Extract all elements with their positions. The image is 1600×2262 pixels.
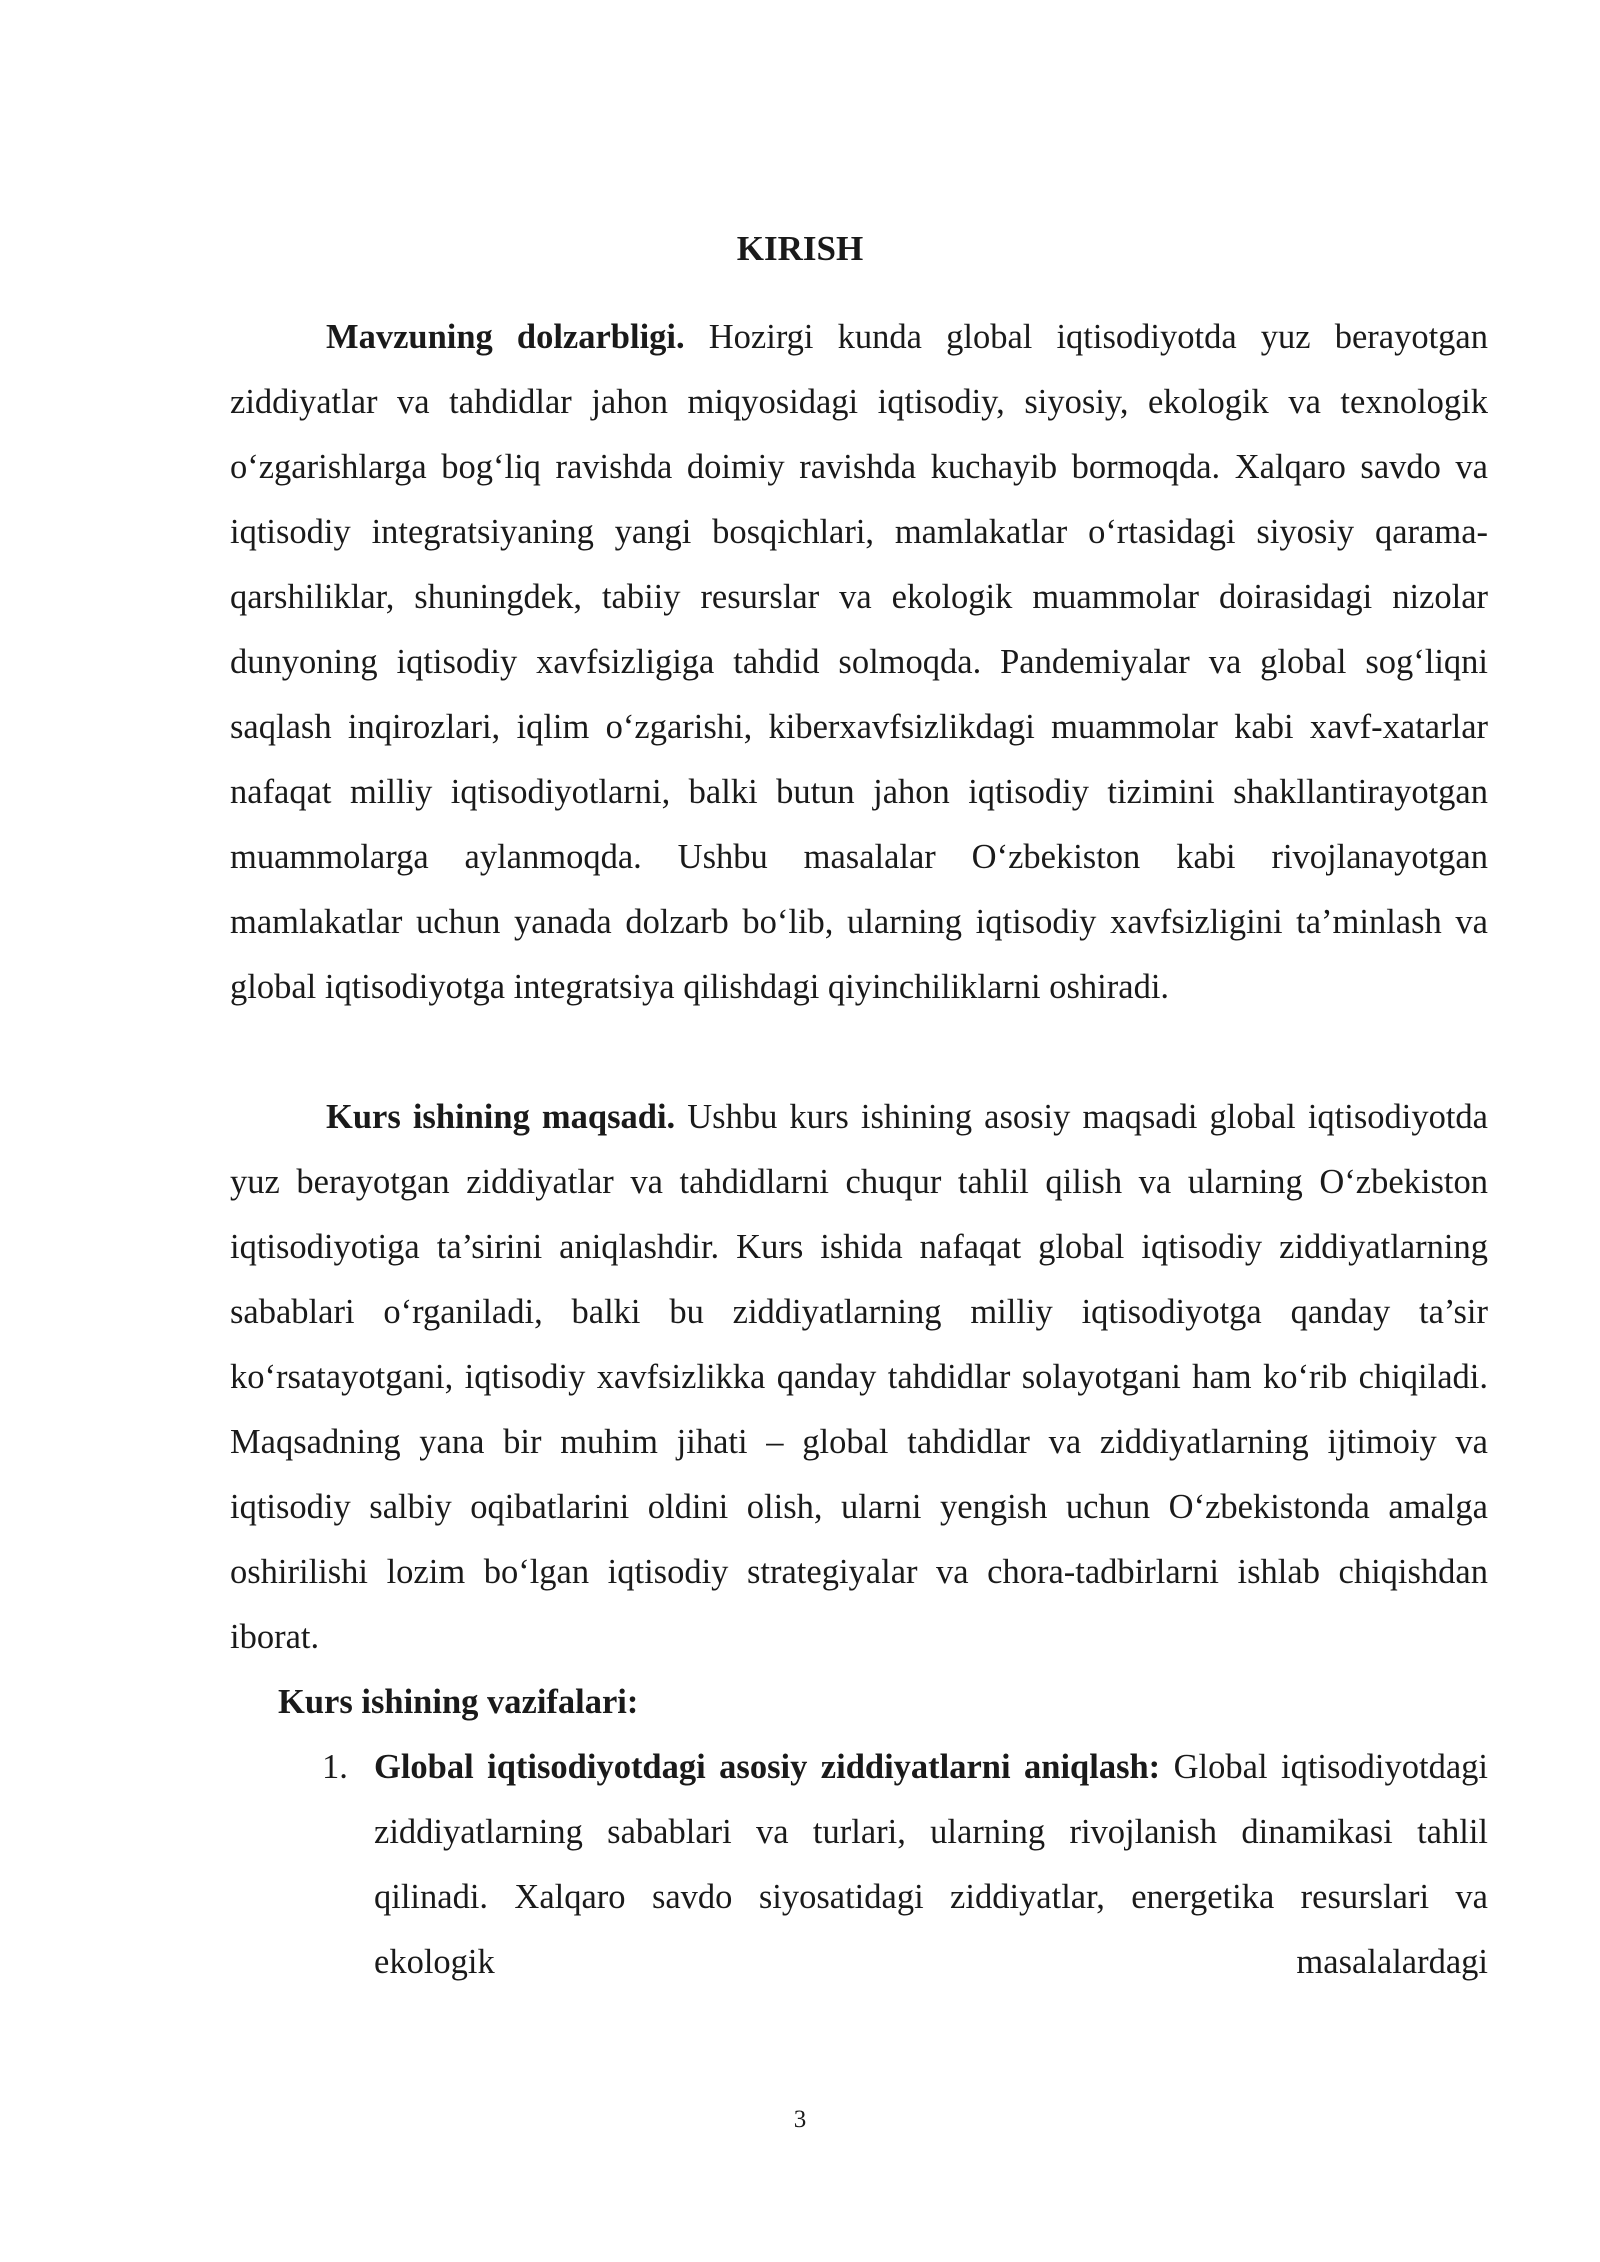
task-number: 1.: [322, 1748, 348, 1786]
task-text: Global iqtisodiyotdagi ziddiyatlarning sabablari va turlari, ularning rivojlanish dinamikasi tahlil qilinadi. Xalqaro savdo siyosatidagi ziddiyatlar, energetika resurslari va ekologik masalalardagi: [374, 1748, 1488, 1981]
task-title: Global iqtisodiyotdagi asosiy ziddiyatlarni aniqlash:: [374, 1748, 1161, 1786]
task-item: [322, 1735, 1488, 1995]
goal-lead: Kurs ishining maqsadi.: [326, 1098, 676, 1136]
tasks-list: [322, 1735, 1488, 1995]
tasks-heading: Kurs ishining vazifalari:: [278, 1683, 639, 1721]
relevance-lead: Mavzuning dolzarbligi.: [326, 318, 685, 356]
goal-text: Ushbu kurs ishining asosiy maqsadi global iqtisodiyotda yuz berayotgan ziddiyatlar va tahdidlarni chuqur tahlil qilish va ularning O‘zbekiston iqtisodiyotiga ta’sirini aniqlashdir. Kurs ishida nafaqat global iqtisodiy ziddiyatlarning sabablari o‘rganiladi, balki bu ziddiyatlarning milliy iqtisodiyotga qanday ta’sir ko‘rsatayotgani, iqtisodiy xavfsizlikka qanday tahdidlar solayotgani ham ko‘rib chiqiladi. Maqsadning yana bir muhim jihati – global tahdidlar va ziddiyatlarning ijtimoiy va iqtisodiy salbiy oqibatlarini oldini olish, ularni yengish uchun O‘zbekistonda amalga oshirilishi lozim bo‘lgan iqtisodiy strategiyalar va chora-tadbirlarni ishlab chiqishdan iborat.: [230, 1098, 1488, 1656]
relevance-text: Hozirgi kunda global iqtisodiyotda yuz berayotgan ziddiyatlar va tahdidlar jahon miqyosidagi iqtisodiy, siyosiy, ekologik va texnologik o‘zgarishlarga bog‘liq ravishda doimiy ravishda kuchayib bormoqda. Xalqaro savdo va iqtisodiy integratsiyaning yangi bosqichlari, mamlakatlar o‘rtasidagi siyosiy qarama-qarshiliklar, shuningdek, tabiiy resurslar va ekologik muammolar doirasidagi nizolar dunyoning iqtisodiy xavfsizligiga tahdid solmoqda. Pandemiyalar va global sog‘liqni saqlash inqirozlari, iqlim o‘zgarishi, kiberxavfsizlikdagi muammolar kabi xavf-xatarlar nafaqat milliy iqtisodiyotlarni, balki butun jahon iqtisodiy tizimini shakllantirayotgan muammolarga aylanmoqda. Ushbu masalalar O‘zbekiston kabi rivojlanayotgan mamlakatlar uchun yanada dolzarb bo‘lib, ularning iqtisodiy xavfsizligini ta’minlash va global iqtisodiyotga integratsiya qilishdagi qiyinchiliklarni oshiradi.: [230, 318, 1488, 1006]
page-number: 3: [793, 2106, 807, 2133]
goal-paragraph: [230, 1085, 1488, 1670]
section-heading: KIRISH: [736, 229, 864, 268]
relevance-paragraph: [230, 305, 1488, 1020]
